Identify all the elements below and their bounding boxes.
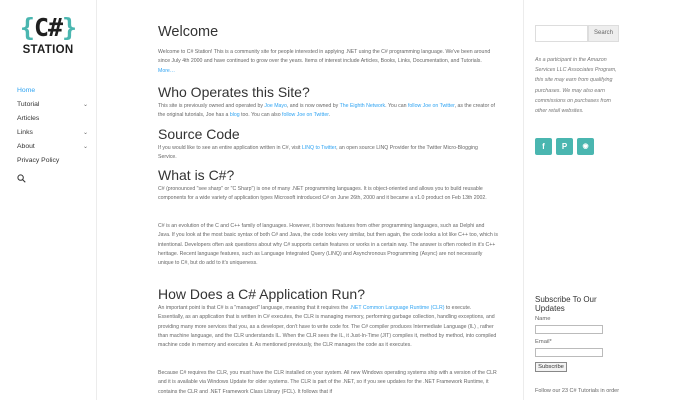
run-paragraph-2: Because C# requires the CLR, you must have the CLR installed on your system. All new Windows operating systems ship with a version of the CLR and it is available via Windows Update for older systems. The CLR is part of the .NET, so if you see updates for the .NET Framework Runtime, it contains the CLR and .NET Framework Class Library (FCL). It follows that if bbox=[158, 370, 497, 395]
follow-tutorials-text: Follow our 23 C# Tutorials in order bbox=[535, 388, 620, 394]
subscribe-button[interactable]: Subscribe bbox=[535, 362, 567, 372]
page-title: Welcome bbox=[158, 24, 219, 40]
eighth-network-link[interactable]: The Eighth Network bbox=[339, 103, 386, 109]
welcome-paragraph: Welcome to C# Station! This is a community site for people interested in applying .NET using the C# programming language. We've been around since July 4th 2000 and have continued to grow over the years. Items of interest include Articles, Books, Links, Documentation, and Tutorials. More… bbox=[158, 49, 491, 74]
run-heading: How Does a C# Application Run? bbox=[158, 286, 366, 302]
nav-item-privacy-policy[interactable]: Privacy Policy bbox=[17, 157, 60, 164]
more-link[interactable]: More… bbox=[158, 67, 176, 74]
blog-link[interactable]: blog bbox=[229, 112, 240, 119]
main-nav bbox=[17, 84, 89, 168]
joe-mayo-link[interactable]: Joe Mayo bbox=[264, 103, 287, 109]
operates-paragraph: This site is previously owned and operated by Joe Mayo, and is now owned by The Eighth Network. You can follow Joe on Twitter, as the creator of the original tutorials, Joe has a blog too. You can also follow Joe on Twitter. bbox=[158, 103, 495, 119]
site-logo[interactable] bbox=[17, 14, 79, 62]
source-paragraph: If you would like to see an entire application written in C#, visit LINQ to Twitter, an open source LINQ Provider for the Twitter Micro-Blogging Service. bbox=[158, 145, 478, 161]
search-button[interactable]: Search bbox=[588, 25, 619, 42]
facebook-icon[interactable]: f bbox=[535, 138, 552, 155]
pinterest-icon[interactable]: P bbox=[556, 138, 573, 155]
name-label: Name bbox=[535, 316, 551, 322]
rss-icon[interactable]: ◉ bbox=[577, 138, 594, 155]
nav-item-tutorial[interactable]: Tutorial ⌄ bbox=[17, 98, 89, 112]
email-label: Email* bbox=[535, 339, 552, 345]
nav-item-articles[interactable]: Articles bbox=[17, 115, 40, 122]
clr-link[interactable]: .NET Common Language Runtime (CLR) bbox=[349, 305, 445, 311]
social-links bbox=[535, 138, 595, 156]
subscribe-widget bbox=[535, 295, 623, 370]
search-input[interactable] bbox=[535, 25, 588, 42]
chevron-down-icon: ⌄ bbox=[82, 102, 88, 108]
email-field[interactable] bbox=[535, 348, 603, 357]
nav-item-about[interactable]: About ⌄ bbox=[17, 140, 89, 154]
name-field[interactable] bbox=[535, 325, 603, 334]
logo-text: STATION bbox=[22, 44, 74, 56]
sidebar-search bbox=[535, 25, 619, 42]
subscribe-title: Subscribe To Our Updates bbox=[535, 295, 597, 313]
what-paragraph-2: C# is an evolution of the C and C++ family of languages. However, it borrows features from other programming languages, such as Delphi and Java. If you look at the most basic syntax of both C# and Java, the code looks very similar, but then again, the code looks a lot like C++ too, which is intentional. Developers often ask questions about why C# supports certain features or works in a certain way. The answer is often rooted in it's C++ heritage. Recent language features, such as Language Integrated Query (LINQ) and Asynchronous Programming (Async) are not necessarily unique to C#, but do add to it's uniqueness. bbox=[158, 223, 498, 267]
logo-mark: {C#} bbox=[19, 13, 77, 42]
what-heading: What is C#? bbox=[158, 167, 235, 183]
left-sidebar bbox=[0, 0, 97, 400]
nav-item-links[interactable]: Links ⌄ bbox=[17, 126, 89, 140]
operates-heading: Who Operates this Site? bbox=[158, 84, 310, 100]
follow-joe-twitter-link[interactable]: follow Joe on Twitter bbox=[282, 112, 329, 119]
amazon-disclosure: As a participant in the Amazon Services LLC Associates Program, this site may earn from qualifying purchases. We may also earn commissions on purchases from other retail websites. bbox=[535, 57, 617, 115]
chevron-down-icon: ⌄ bbox=[82, 144, 88, 150]
nav-item-home[interactable]: Home bbox=[17, 87, 36, 94]
run-paragraph-1: An important point is that C# is a "managed" language, meaning that it requires the .NET Common Language Runtime (CLR) to execute. Essentially, as an application that is written in C# executes, the CLR is managing memory, performing garbage collection, handling exceptions, and providing many more services that you, as a developer, don't have to write code for. The C# compiler produces Intermediate Language (IL) , rather than machine language, and the CLR understands IL. When the CLR sees the IL, it Just-In-Time (JIT) compiles it, method by method, into compiled machine code in memory and executes it. As mentioned previously, the CLR manages the code as it executes. bbox=[158, 305, 497, 349]
search-icon[interactable] bbox=[17, 174, 26, 183]
sidebar-divider bbox=[523, 0, 524, 400]
follow-joe-link[interactable]: follow Joe on Twitter bbox=[407, 103, 455, 109]
linq-to-twitter-link[interactable]: LINQ to Twitter bbox=[301, 145, 337, 151]
chevron-down-icon: ⌄ bbox=[82, 130, 88, 136]
what-paragraph-1: C# (pronounced "see sharp" or "C Sharp") is one of many .NET programming languages. It is object-oriented and allows you to build reusable components for a wide variety of application types Microsoft introduced C# on June 26th, 2000 and it became a v1.0 product on Feb 13th 2002. bbox=[158, 186, 487, 202]
source-heading: Source Code bbox=[158, 126, 240, 142]
